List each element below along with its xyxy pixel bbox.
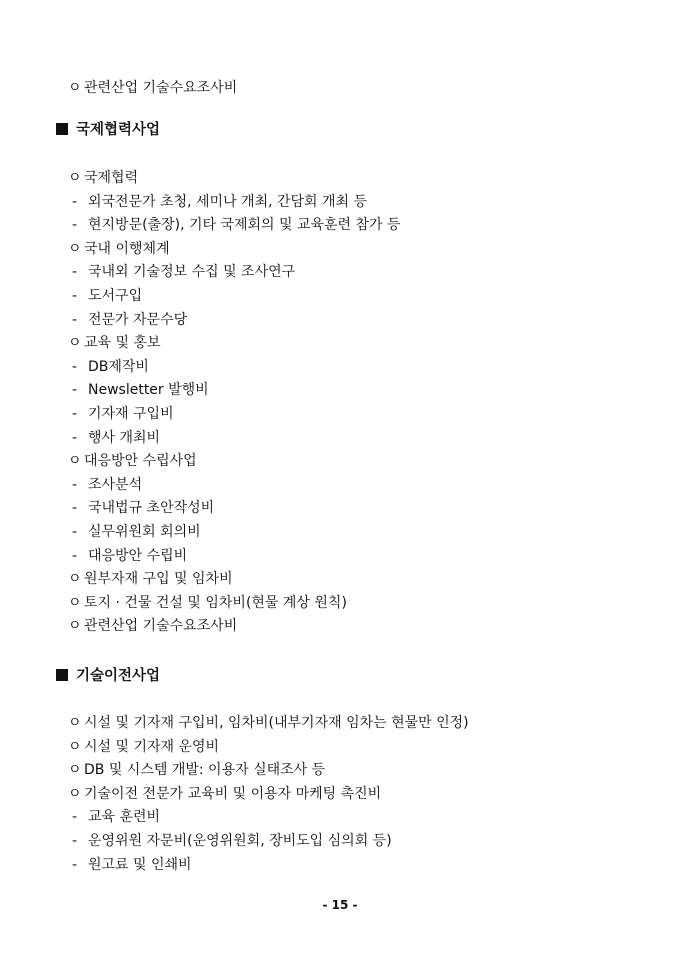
page-number: - 15 -	[322, 898, 358, 912]
bullet-mark: ㅇ	[68, 453, 82, 470]
item-text: 국내법규 초안작성비	[88, 500, 215, 517]
item-text: DB제작비	[88, 358, 149, 375]
item-text: 원고료 및 인쇄비	[88, 856, 192, 873]
bullet-item	[68, 616, 237, 636]
dash-item	[72, 262, 295, 282]
item-text: 현지방문(출장), 기타 국제회의 및 교육훈련 참가 등	[88, 217, 401, 234]
bullet-item	[68, 737, 219, 757]
bullet-mark: ㅇ	[68, 785, 82, 802]
item-text: 기자재 구입비	[88, 406, 174, 422]
bullet-mark: ㅇ	[68, 762, 82, 779]
item-text: Newsletter 발행비	[88, 382, 209, 399]
dash-mark: -	[72, 406, 78, 422]
item-text: 기술이전 전문가 교육비 및 이용자 마케팅 촉진비	[84, 785, 382, 802]
dash-item	[72, 855, 192, 875]
square-bullet-icon	[56, 669, 68, 681]
item-text: 토지 · 건물 건설 및 임차비(현물 계상 원칙)	[84, 594, 347, 611]
section1-heading	[56, 120, 160, 140]
dash-mark: -	[72, 809, 78, 826]
dash-mark: -	[72, 476, 78, 493]
bullet-item	[68, 168, 138, 188]
item-text: 행사 개최비	[88, 429, 161, 446]
bullet-item	[68, 569, 233, 589]
dash-mark: -	[72, 856, 78, 873]
bullet-item	[68, 760, 325, 780]
item-text: 조사분석	[88, 476, 143, 493]
dash-mark: -	[72, 833, 78, 849]
bullet-mark: ㅇ	[68, 594, 82, 611]
item-text: 국내외 기술정보 수집 및 조사연구	[88, 264, 296, 281]
item-text: 실무위원회 회의비	[88, 524, 201, 540]
item-text: 교육 및 홍보	[84, 335, 161, 352]
dash-mark: -	[72, 500, 78, 517]
item-text: 시설 및 기자재 운영비	[84, 738, 220, 755]
square-bullet-icon	[56, 123, 68, 135]
bullet-mark: ㅇ	[68, 335, 82, 352]
section2-heading	[56, 666, 160, 686]
bullet-mark: ㅇ	[68, 170, 82, 186]
bullet-mark: ㅇ	[68, 240, 82, 257]
dash-mark: -	[72, 524, 78, 540]
dash-item	[72, 310, 187, 330]
dash-mark: -	[72, 217, 78, 234]
item-text: 시설 및 기자재 구입비, 임차비(내부기자재 임차는 현물만 인정)	[84, 715, 469, 731]
dash-item	[72, 428, 160, 448]
top-item-text: 관련산업 기술수요조사비	[84, 80, 238, 96]
dash-mark: -	[72, 288, 78, 304]
item-text: 대응방안 수립비	[88, 547, 188, 564]
bullet-item	[68, 451, 197, 471]
item-text: 교육 훈련비	[88, 809, 161, 826]
section1-title: 국제협력사업	[76, 122, 161, 138]
section2-title: 기술이전사업	[76, 668, 161, 684]
dash-item	[72, 215, 401, 235]
item-text: 도서구입	[88, 288, 143, 304]
dash-item	[72, 807, 160, 827]
dash-item	[72, 357, 149, 377]
bullet-mark: ㅇ	[68, 80, 82, 96]
dash-mark: -	[72, 311, 78, 328]
dash-item	[72, 192, 367, 212]
bullet-item	[68, 239, 170, 259]
item-text: 국제협력	[84, 170, 139, 186]
item-text: 전문가 자문수당	[88, 311, 188, 328]
bullet-mark: ㅇ	[68, 618, 82, 635]
dash-mark: -	[72, 264, 78, 281]
item-text: 운영위원 자문비(운영위원회, 장비도입 심의회 등)	[88, 833, 392, 849]
dash-item	[72, 546, 187, 566]
dash-item	[72, 831, 392, 851]
item-text: 관련산업 기술수요조사비	[84, 618, 238, 635]
dash-item	[72, 286, 142, 306]
dash-mark: -	[72, 193, 78, 210]
bullet-item	[68, 784, 381, 804]
item-text: 외국전문가 초청, 세미나 개최, 간담회 개최 등	[88, 193, 368, 210]
dash-mark: -	[72, 429, 78, 446]
dash-mark: -	[72, 382, 78, 399]
item-text: 국내 이행체계	[84, 240, 170, 257]
bullet-item	[68, 333, 161, 353]
bullet-mark: ㅇ	[68, 715, 82, 731]
item-text: 대응방안 수립사업	[84, 453, 197, 470]
dash-mark: -	[72, 547, 78, 564]
dash-item	[72, 404, 174, 424]
bullet-mark: ㅇ	[68, 571, 82, 588]
dash-mark: -	[72, 358, 78, 375]
bullet-item	[68, 593, 347, 613]
dash-item	[72, 498, 214, 518]
item-text: DB 및 시스템 개발: 이용자 실태조사 등	[84, 762, 326, 779]
dash-item	[72, 475, 142, 495]
dash-item	[72, 380, 209, 400]
bullet-item	[68, 713, 469, 733]
item-text: 원부자재 구입 및 임차비	[84, 571, 233, 588]
dash-item	[72, 522, 201, 542]
bullet-mark: ㅇ	[68, 738, 82, 755]
top-item	[68, 78, 237, 98]
